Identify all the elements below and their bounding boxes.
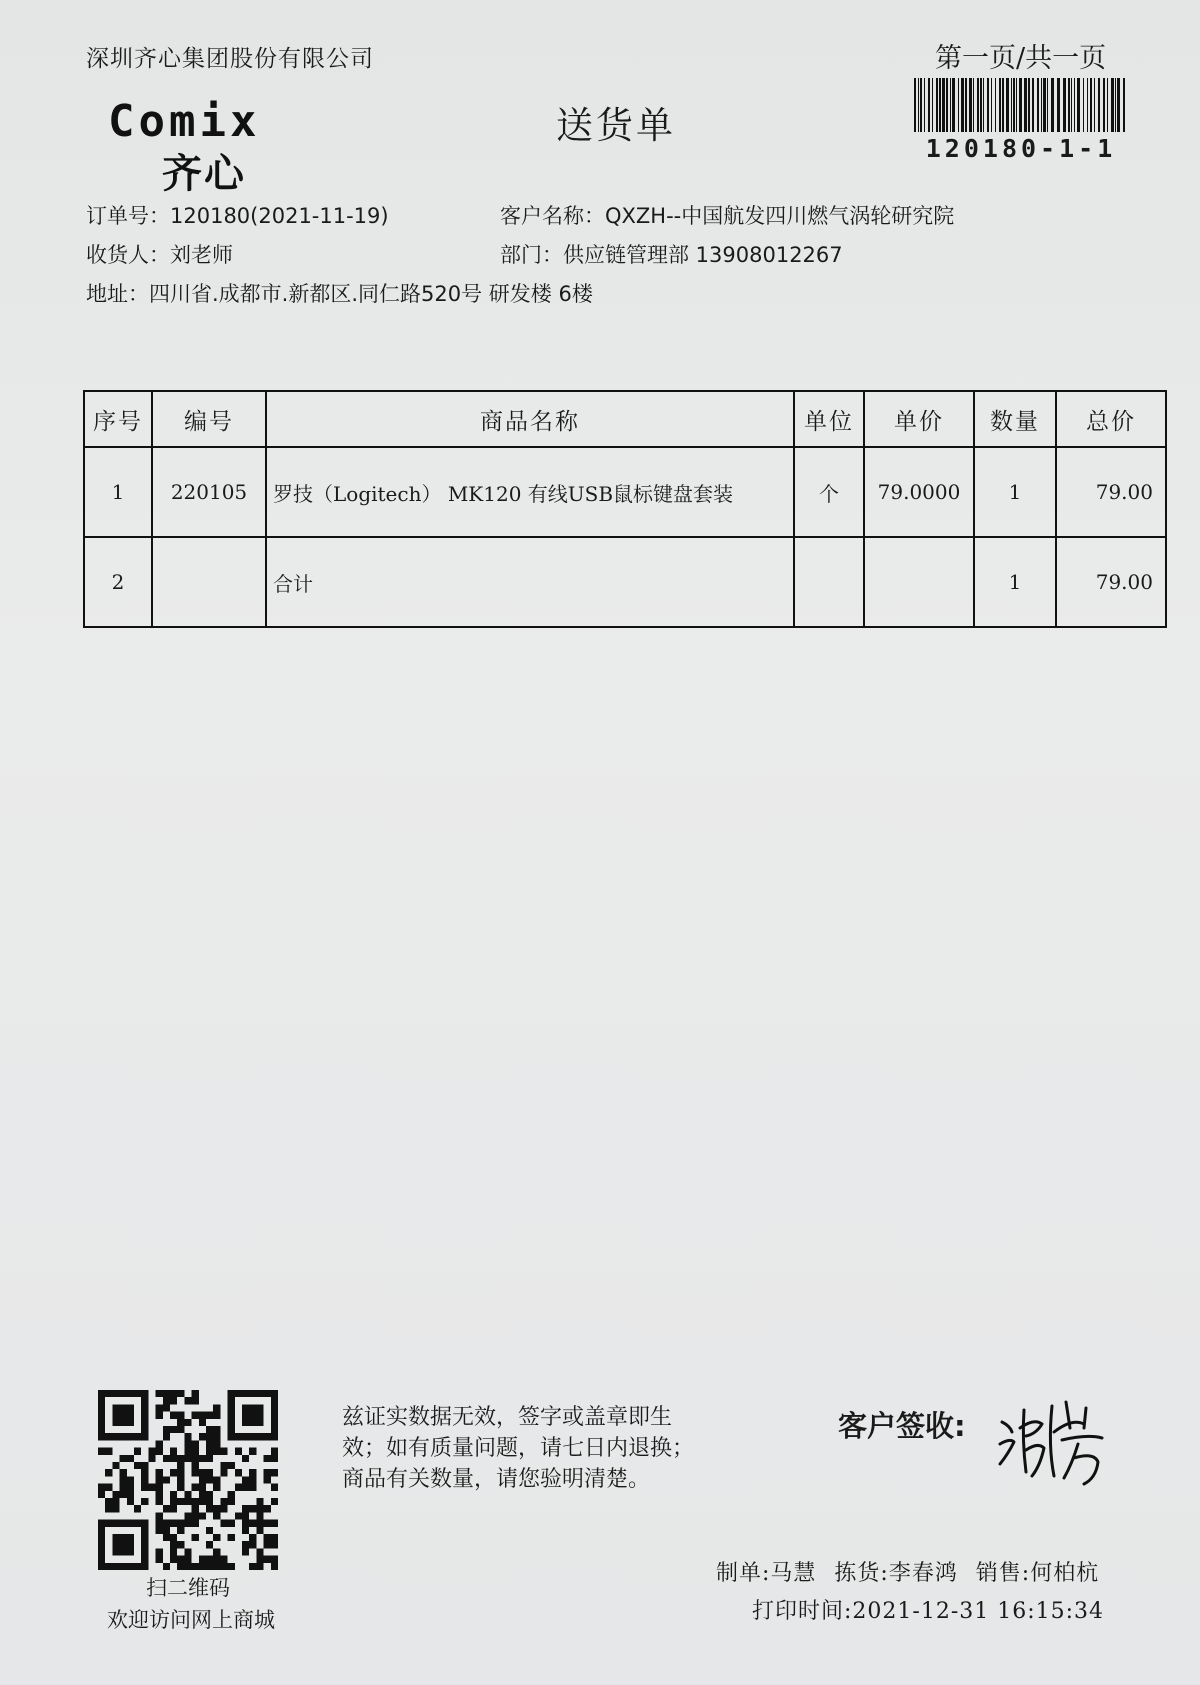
table-header-row <box>84 391 1166 447</box>
company-logo <box>108 96 348 197</box>
cell-unit-price: 79.0000 <box>864 447 974 537</box>
customer-sign-label: 客户签收: <box>838 1409 966 1443</box>
qr-label-scan: 扫二维码 <box>146 1576 230 1600</box>
notice-text <box>342 1402 762 1495</box>
cell-code: 220105 <box>152 447 266 537</box>
logo-wordmark: Comix <box>108 96 261 147</box>
header-unit-price: 单价 <box>864 391 974 447</box>
cell-unit-price <box>864 537 974 627</box>
barcode-number: 120180-1-1 <box>925 134 1117 163</box>
cell-unit <box>794 537 864 627</box>
cell-code <box>152 537 266 627</box>
company-name: 深圳齐心集团股份有限公司 <box>86 46 374 72</box>
header-unit: 单位 <box>794 391 864 447</box>
cell-index: 1 <box>84 447 152 537</box>
qr-code-icon <box>98 1390 278 1570</box>
header-quantity: 数量 <box>974 391 1056 447</box>
header-product-name: 商品名称 <box>266 391 794 447</box>
header-index: 序号 <box>84 391 152 447</box>
table-row <box>84 447 1166 537</box>
notice-line: 效；如有质量问题，请七日内退换； <box>342 1436 695 1461</box>
logo-chinese: 齐心 <box>162 151 246 197</box>
staff-info: 制单:马慧 拣货:李春鸿 销售:何柏杭 <box>716 1561 1100 1586</box>
cell-product-name: 罗技（Logitech） MK120 有线USB鼠标键盘套装 <box>266 447 794 537</box>
page-indicator: 第一页/共一页 <box>935 43 1107 74</box>
cell-index: 2 <box>84 537 152 627</box>
items-table <box>83 390 1167 628</box>
receiver: 收货人：刘老师 <box>86 243 233 267</box>
address: 地址：四川省.成都市.新都区.同仁路520号 研发楼 6楼 <box>86 282 593 306</box>
cell-quantity: 1 <box>974 447 1056 537</box>
handwritten-signature <box>996 1392 1116 1492</box>
cell-quantity: 1 <box>974 537 1056 627</box>
table-row <box>84 537 1166 627</box>
notice-line: 商品有关数量，请您验明清楚。 <box>342 1467 651 1492</box>
notice-line: 兹证实数据无效，签字或盖章即生 <box>342 1405 673 1430</box>
cell-product-name: 合计 <box>266 537 794 627</box>
department: 部门：供应链管理部 13908012267 <box>500 243 843 267</box>
document-title: 送货单 <box>556 104 676 147</box>
cell-total: 79.00 <box>1056 537 1166 627</box>
cell-total: 79.00 <box>1056 447 1166 537</box>
order-number: 订单号：120180(2021-11-19) <box>86 204 389 228</box>
qr-label-visit: 欢迎访问网上商城 <box>107 1608 275 1632</box>
header-total: 总价 <box>1056 391 1166 447</box>
cell-unit: 个 <box>794 447 864 537</box>
barcode-icon <box>914 78 1128 132</box>
header-code: 编号 <box>152 391 266 447</box>
customer-name: 客户名称：QXZH--中国航发四川燃气涡轮研究院 <box>500 204 955 228</box>
print-time: 打印时间:2021-12-31 16:15:34 <box>752 1599 1105 1624</box>
